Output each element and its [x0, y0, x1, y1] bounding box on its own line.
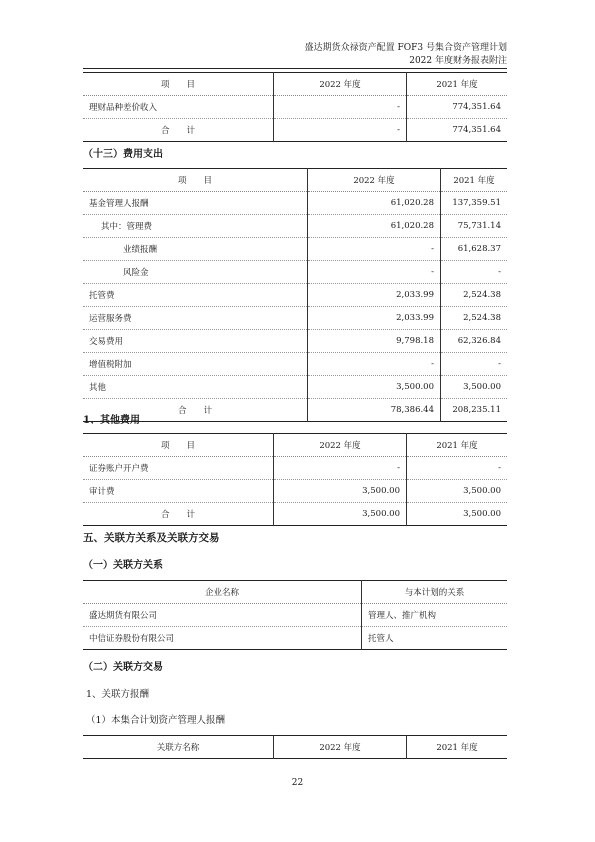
cell: - [441, 353, 508, 376]
cell: 3,500.00 [308, 376, 441, 399]
row-label: 合 计 [83, 119, 274, 142]
page-number: 22 [291, 778, 304, 788]
cell: 2,033.99 [308, 307, 441, 330]
table-header-row [83, 169, 507, 192]
table-row [83, 215, 507, 238]
cell: 137,359.51 [441, 192, 508, 215]
company-name: 盛达期货有限公司 [83, 604, 361, 627]
table-total-row [83, 399, 507, 422]
cell: 61,020.28 [308, 215, 441, 238]
cell: - [308, 353, 441, 376]
header-rule [83, 68, 507, 69]
col-header: 2022 年度 [274, 73, 407, 96]
table-row [83, 604, 507, 627]
table-total-row [83, 119, 507, 142]
cell: 208,235.11 [441, 399, 508, 422]
cell: - [274, 96, 407, 119]
header-title: 盛达期货众禄资产配置 FOF3 号集合资产管理计划 [304, 43, 507, 53]
cell: 9,798.18 [308, 330, 441, 353]
cell: - [308, 261, 441, 284]
header-subtitle: 2022 年度财务报表附注 [409, 56, 507, 66]
section-heading: 1、其他费用 [83, 415, 140, 426]
cell: - [308, 238, 441, 261]
row-label: 其他 [83, 376, 308, 399]
paragraph: 1、关联方报酬 [86, 689, 150, 700]
table-row [83, 96, 507, 119]
table-header-row [83, 73, 507, 96]
row-label: 风险金 [83, 261, 308, 284]
row-label: 其中：管理费 [83, 215, 308, 238]
row-label: 合 计 [83, 399, 308, 422]
cell: 3,500.00 [274, 503, 407, 526]
col-header: 与本计划的关系 [361, 581, 507, 604]
table-row [83, 480, 507, 503]
table-header-row [83, 736, 507, 759]
table-row [83, 192, 507, 215]
col-header: 2021 年度 [407, 73, 508, 96]
table-total-row [83, 503, 507, 526]
col-header: 2022 年度 [274, 434, 407, 457]
row-label: 业绩报酬 [83, 238, 308, 261]
cell: 62,326.84 [441, 330, 508, 353]
col-header: 企业名称 [83, 581, 361, 604]
cell: 75,731.14 [441, 215, 508, 238]
expense-table [83, 168, 507, 422]
col-header: 2021 年度 [407, 736, 508, 759]
table-row [83, 284, 507, 307]
cell: 3,500.00 [407, 480, 508, 503]
table-header-row [83, 581, 507, 604]
col-header: 项 目 [83, 169, 308, 192]
row-label: 审计费 [83, 480, 274, 503]
col-header: 2021 年度 [407, 434, 508, 457]
table-row [83, 627, 507, 650]
income-table [83, 72, 507, 142]
compensation-table [83, 735, 507, 759]
other-expense-table [83, 433, 507, 526]
cell: 61,020.28 [308, 192, 441, 215]
cell: 3,500.00 [274, 480, 407, 503]
table-row [83, 353, 507, 376]
row-label: 理财品种差价收入 [83, 96, 274, 119]
col-header: 2021 年度 [441, 169, 508, 192]
cell: 2,524.38 [441, 307, 508, 330]
paragraph: （1）本集合计划资产管理人报酬 [86, 715, 226, 726]
cell: 78,386.44 [308, 399, 441, 422]
table-row [83, 457, 507, 480]
cell: - [274, 457, 407, 480]
row-label: 合 计 [83, 503, 274, 526]
cell: 2,524.38 [441, 284, 508, 307]
chapter-heading: 五、关联方关系及关联方交易 [83, 532, 220, 544]
table-row [83, 261, 507, 284]
section-heading: （十三）费用支出 [83, 149, 163, 160]
company-name: 中信证券股份有限公司 [83, 627, 361, 650]
col-header: 2022 年度 [274, 736, 407, 759]
cell: 774,351.64 [407, 119, 508, 142]
row-label: 增值税附加 [83, 353, 308, 376]
table-row [83, 307, 507, 330]
cell: 774,351.64 [407, 96, 508, 119]
row-label: 证券账户开户费 [83, 457, 274, 480]
col-header: 项 目 [83, 73, 274, 96]
col-header: 项 目 [83, 434, 274, 457]
table-row [83, 238, 507, 261]
cell: 3,500.00 [441, 376, 508, 399]
cell: - [407, 457, 508, 480]
row-label: 运营服务费 [83, 307, 308, 330]
row-label: 基金管理人报酬 [83, 192, 308, 215]
table-row [83, 330, 507, 353]
cell: - [274, 119, 407, 142]
section-heading: （一）关联方关系 [83, 560, 163, 571]
table-row [83, 376, 507, 399]
relationship: 托管人 [361, 627, 507, 650]
cell: 3,500.00 [407, 503, 508, 526]
cell: 2,033.99 [308, 284, 441, 307]
section-heading: （二）关联方交易 [83, 662, 163, 673]
relationship: 管理人、推广机构 [361, 604, 507, 627]
row-label: 交易费用 [83, 330, 308, 353]
col-header: 关联方名称 [83, 736, 274, 759]
cell: - [441, 261, 508, 284]
table-header-row [83, 434, 507, 457]
col-header: 2022 年度 [308, 169, 441, 192]
cell: 61,628.37 [441, 238, 508, 261]
related-party-table [83, 580, 507, 650]
row-label: 托管费 [83, 284, 308, 307]
